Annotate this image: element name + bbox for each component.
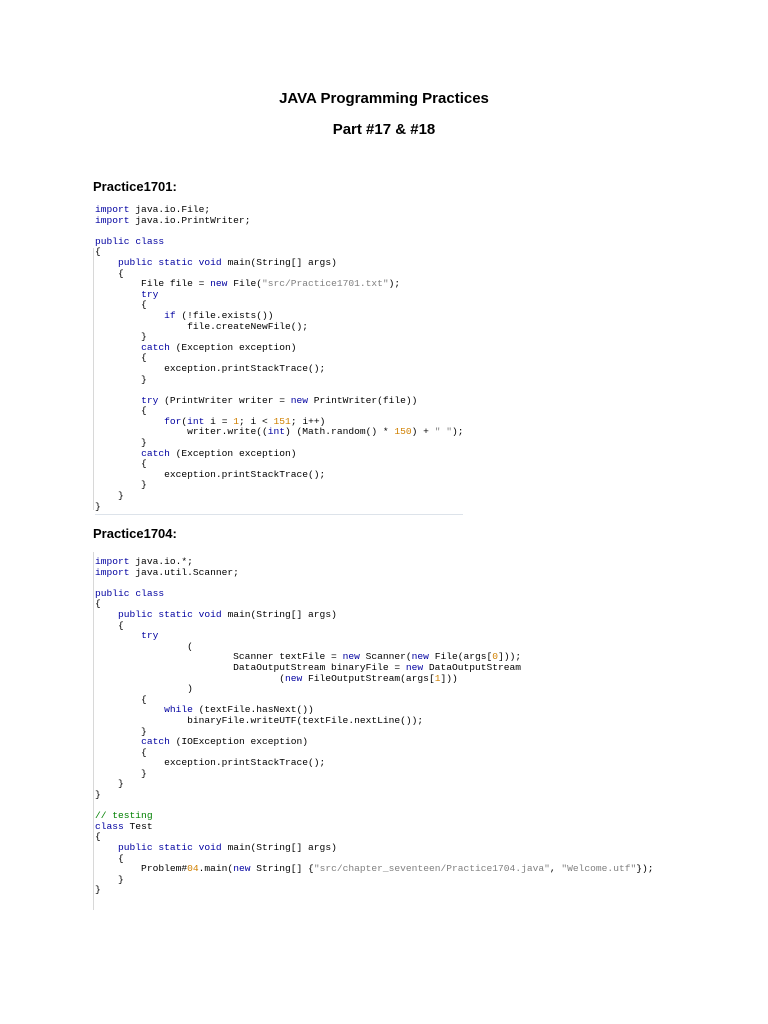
code-line: file.createNewFile(); xyxy=(95,320,309,332)
code-line: import java.io.PrintWriter; xyxy=(95,214,251,226)
section-heading-practice1701: Practice1701: xyxy=(93,179,177,194)
code-line: try xyxy=(141,630,159,642)
code-line: public static void main(String[] args) xyxy=(118,842,337,854)
code-line: { xyxy=(95,405,147,417)
code-line: { xyxy=(95,852,124,864)
code-line xyxy=(95,801,654,812)
code-line xyxy=(95,578,654,589)
code-line: } xyxy=(95,437,147,449)
code-line: { xyxy=(95,598,101,610)
code-line: try xyxy=(141,288,159,300)
document-subtitle: Part #17 & #18 xyxy=(332,121,436,138)
code-line: class Test xyxy=(95,820,153,832)
code-line: public class xyxy=(95,587,165,599)
section-heading-practice1704: Practice1704: xyxy=(93,526,177,541)
code-line: binaryFile.writeUTF(textFile.nextLine()); xyxy=(95,714,424,726)
code-line: { xyxy=(95,458,147,470)
code-line: import java.util.Scanner; xyxy=(95,566,239,578)
code-line: while (textFile.hasNext()) xyxy=(164,704,314,716)
code-line: catch (Exception exception) xyxy=(141,341,297,353)
code-line: { xyxy=(95,619,124,631)
code-line: } xyxy=(95,490,124,502)
code-gutter-line xyxy=(93,248,94,510)
code-line: } xyxy=(95,479,147,491)
document-title: JAVA Programming Practices xyxy=(279,90,489,107)
code-line: exception.printStackTrace(); xyxy=(95,362,326,374)
code-line: writer.write((int) (Math.random() * 150) + " "); xyxy=(95,426,464,438)
code-line: if (!file.exists()) xyxy=(164,309,274,321)
code-line: exception.printStackTrace(); xyxy=(95,757,326,769)
code-line: Scanner textFile = new Scanner(new File(args[0])); xyxy=(95,651,522,663)
code-line: { xyxy=(95,693,147,705)
code-line: ) xyxy=(95,683,193,695)
code-line: import java.io.File; xyxy=(95,204,211,215)
code-line: } xyxy=(95,778,124,790)
code-line: public static void main(String[] args) xyxy=(118,608,337,620)
code-line: { xyxy=(95,352,147,364)
code-line: // testing xyxy=(95,810,153,822)
code-line: { xyxy=(95,299,147,311)
code-line: { xyxy=(95,246,101,258)
code-line: } xyxy=(95,331,147,343)
code-line: ( xyxy=(95,640,193,652)
code-line: { xyxy=(95,746,147,758)
section-divider xyxy=(95,514,463,515)
code-line: import java.io.*; xyxy=(95,556,193,567)
code-line: catch (Exception exception) xyxy=(141,447,297,459)
code-line: { xyxy=(95,267,124,279)
code-line: } xyxy=(95,725,147,737)
code-line: { xyxy=(95,831,101,843)
code-block-practice1701 xyxy=(95,205,464,512)
code-block-practice1704 xyxy=(95,557,654,896)
code-line: } xyxy=(95,767,147,779)
code-line: public class xyxy=(95,235,165,247)
code-line: public static void main(String[] args) xyxy=(118,256,337,268)
code-line: } xyxy=(95,873,124,885)
code-gutter-line xyxy=(93,552,94,910)
code-line: } xyxy=(95,789,101,801)
code-line: Problem#04.main(new String[] {"src/chapter_seventeen/Practice1704.java", "Welcome.utf"}); xyxy=(95,863,654,875)
code-line: } xyxy=(95,884,101,896)
code-line: exception.printStackTrace(); xyxy=(95,468,326,480)
code-line: try (PrintWriter writer = new PrintWriter(file)) xyxy=(141,394,418,406)
code-line: File file = new File("src/Practice1701.txt"); xyxy=(95,278,401,290)
code-line: } xyxy=(95,500,101,512)
code-line: (new FileOutputStream(args[1])) xyxy=(95,672,458,684)
code-line: catch (IOException exception) xyxy=(141,736,309,748)
code-line: for(int i = 1; i < 151; i++) xyxy=(164,415,326,427)
code-line: DataOutputStream binaryFile = new DataOutputStream xyxy=(95,661,522,673)
code-line: } xyxy=(95,373,147,385)
